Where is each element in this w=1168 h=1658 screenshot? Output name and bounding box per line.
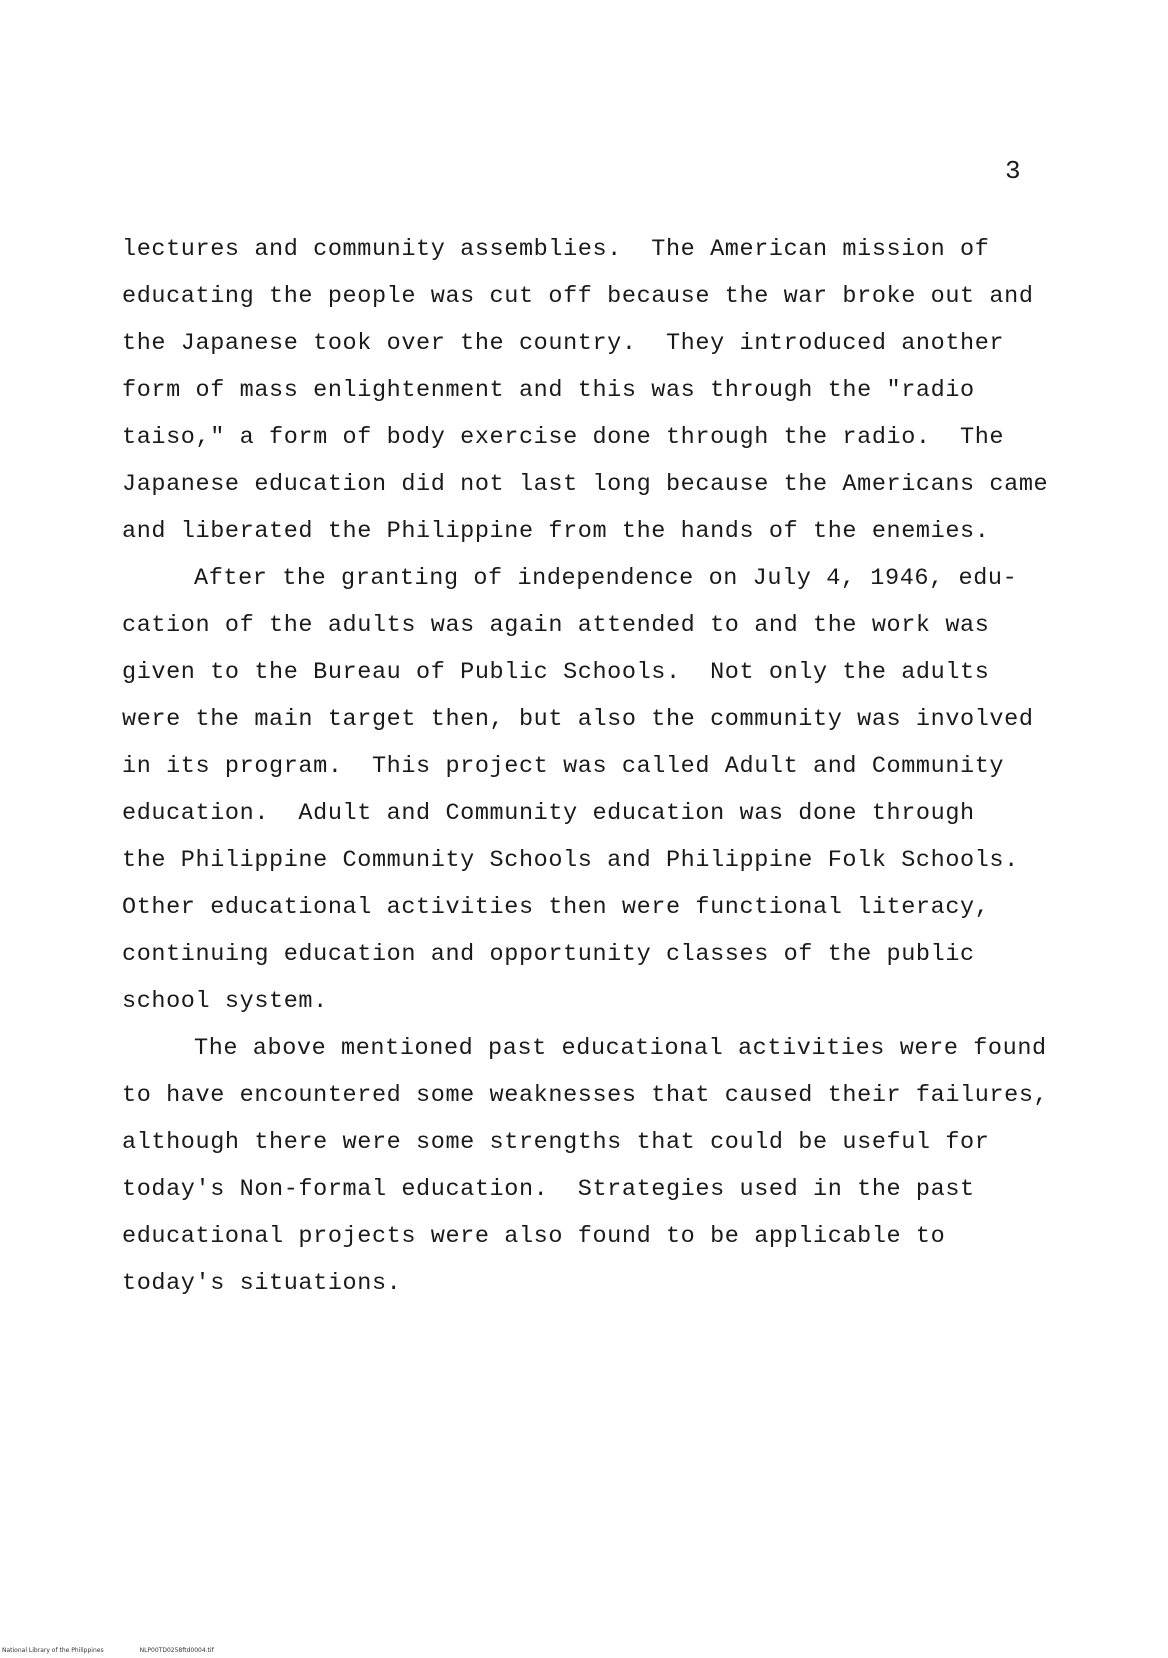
text-line: education. Adult and Community education was done through bbox=[122, 800, 975, 827]
text-line: the Philippine Community Schools and Philippine Folk Schools. bbox=[122, 847, 1019, 874]
text-line: lectures and community assemblies. The American mission of bbox=[122, 236, 990, 263]
text-line: and liberated the Philippine from the hands of the enemies. bbox=[122, 518, 990, 545]
text-line: continuing education and opportunity classes of the public bbox=[122, 941, 975, 968]
text-line: form of mass enlightenment and this was through the "radio bbox=[122, 377, 975, 404]
text-line: today's situations. bbox=[122, 1270, 402, 1297]
text-line: educational projects were also found to be applicable to bbox=[122, 1223, 946, 1250]
scan-footer bbox=[2, 1647, 214, 1654]
paragraph-2 bbox=[122, 555, 1042, 1025]
text-line: cation of the adults was again attended to and the work was bbox=[122, 612, 990, 639]
body-text bbox=[122, 226, 1049, 1307]
text-line: were the main target then, but also the community was involved bbox=[122, 706, 1034, 733]
paragraph-3 bbox=[122, 1025, 1049, 1307]
text-line: to have encountered some weaknesses that caused their failures, bbox=[122, 1082, 1049, 1109]
text-line: taiso," a form of body exercise done through the radio. The bbox=[122, 424, 1005, 451]
text-line: although there were some strengths that could be useful for bbox=[122, 1129, 990, 1156]
text-line: Other educational activities then were functional literacy, bbox=[122, 894, 990, 921]
text-line: educating the people was cut off because the war broke out and bbox=[122, 283, 1034, 310]
paragraph-1 bbox=[122, 226, 1049, 555]
text-line: school system. bbox=[122, 988, 328, 1015]
page-number: 3 bbox=[1005, 156, 1021, 186]
text-line: given to the Bureau of Public Schools. Not only the adults bbox=[122, 659, 990, 686]
text-line: The above mentioned past educational activities were found bbox=[194, 1035, 1047, 1062]
text-line: in its program. This project was called Adult and Community bbox=[122, 753, 1005, 780]
text-line: today's Non-formal education. Strategies used in the past bbox=[122, 1176, 975, 1203]
text-line: After the granting of independence on July 4, 1946, edu- bbox=[194, 565, 1018, 592]
footer-library: National Library of the Philippines bbox=[2, 1647, 104, 1654]
footer-file: NLP00TD0258ftd0004.tif bbox=[139, 1647, 214, 1654]
text-line: the Japanese took over the country. They introduced another bbox=[122, 330, 1005, 357]
text-line: Japanese education did not last long because the Americans came bbox=[122, 471, 1049, 498]
